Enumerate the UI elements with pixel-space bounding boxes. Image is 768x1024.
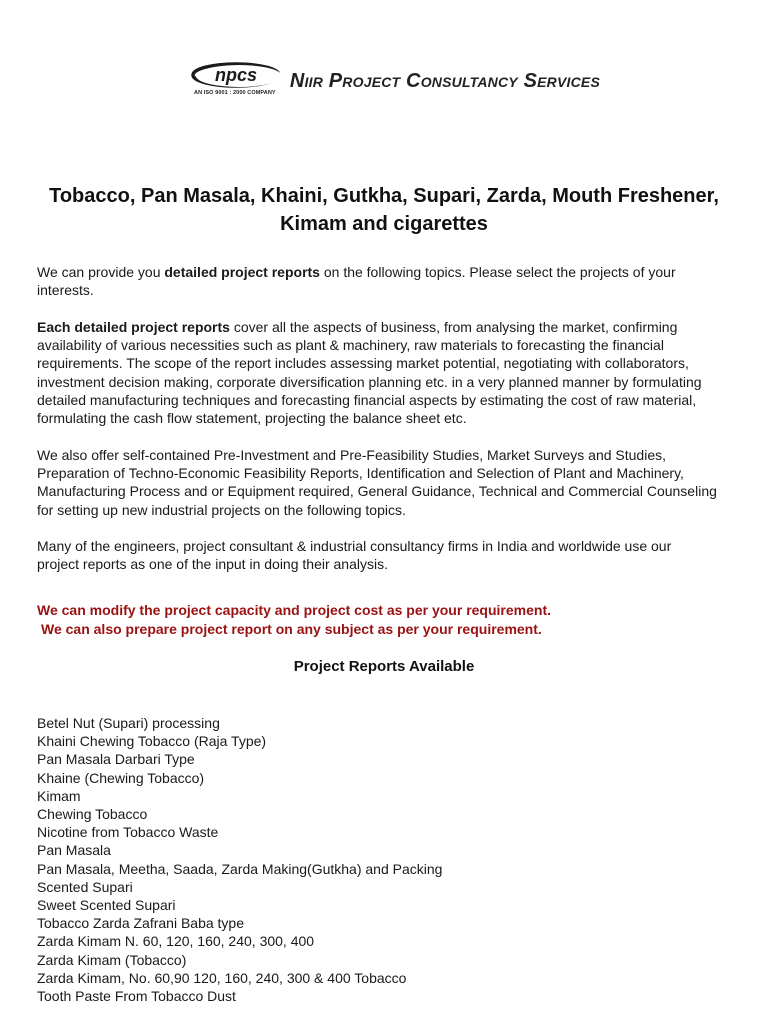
- npcs-logo: [190, 60, 280, 104]
- scope-paragraph: [37, 318, 717, 427]
- intro-text-bold: detailed project reports: [164, 264, 320, 280]
- list-item[interactable]: Sweet Scented Supari: [37, 897, 176, 914]
- list-item[interactable]: Kimam: [37, 787, 81, 804]
- list-item[interactable]: Scented Supari: [37, 878, 133, 895]
- list-item[interactable]: Pan Masala, Meetha, Saada, Zarda Making(Gutkha) and Packing: [37, 860, 443, 877]
- intro-text-after: on the following topics. Please select the projects of your interests.: [37, 264, 676, 299]
- logo-tagline: AN ISO 9001 : 2000 COMPANY: [194, 90, 276, 96]
- document-title: Tobacco, Pan Masala, Khaini, Gutkha, Supari, Zarda, Mouth Freshener, Kimam and cigarettes: [49, 185, 719, 235]
- scope-text-after: cover all the aspects of business, from analysing the market, confirming availability of various necessities such as plant & machinery, raw materials to forecasting the financial requirements. The scope of the report includes assessing market potential, negotiating with collaborators, investment decision making, corporate diversification planning etc. in a very planned manner by formulating detailed manufacturing techniques and forecasting financial aspects by estimating the cost of raw material, formulating the cash flow statement, projecting the balance sheet etc.: [37, 319, 702, 427]
- list-item[interactable]: Pan Masala: [37, 842, 111, 859]
- offer-paragraph: We also offer self-contained Pre-Investment and Pre-Feasibility Studies, Market Surveys and Studies, Preparation of Techno-Economic Feasibility Reports, Identification and Selection of Plant and Machinery, Manufacturing Process and or Equipment required, General Guidance, Technical and Commercial Counseling for setting up new industrial projects on the following topics.: [37, 447, 717, 518]
- list-item[interactable]: Pan Masala Darbari Type: [37, 751, 195, 768]
- list-item[interactable]: Betel Nut (Supari) processing: [37, 715, 220, 731]
- company-name: Niir Project Consultancy Services: [289, 69, 600, 92]
- usage-paragraph: Many of the engineers, project consultant & industrial consultancy firms in India and worldwide use our project reports as one of the input in doing their analysis.: [37, 538, 672, 573]
- scope-text-bold: Each detailed project reports: [37, 319, 230, 335]
- list-item[interactable]: Khaini Chewing Tobacco (Raja Type): [37, 733, 267, 750]
- list-item[interactable]: Zarda Kimam, No. 60,90 120, 160, 240, 300 & 400 Tobacco: [37, 969, 407, 986]
- logo-text: npcs: [214, 65, 258, 85]
- list-item[interactable]: Tobacco Zarda Zafrani Baba type: [37, 915, 245, 932]
- list-item[interactable]: Khaine (Chewing Tobacco): [37, 769, 205, 786]
- notice-line-capacity: We can modify the project capacity and project cost as per your requirement.: [37, 602, 551, 618]
- list-item[interactable]: Chewing Tobacco: [37, 806, 148, 823]
- intro-text-before: We can provide you: [37, 264, 165, 280]
- logo-swoosh-icon: [190, 60, 286, 90]
- list-item[interactable]: Zarda Kimam N. 60, 120, 160, 240, 300, 400: [37, 933, 315, 950]
- list-item[interactable]: Zarda Kimam (Tobacco): [37, 951, 187, 968]
- list-item[interactable]: Nicotine from Tobacco Waste: [37, 824, 219, 841]
- list-item[interactable]: Tooth Paste From Tobacco Dust: [37, 988, 236, 1005]
- report-list: [37, 714, 442, 1005]
- company-header: [190, 60, 600, 104]
- notice-line-custom-report: We can also prepare project report on any subject as per your requirement.: [41, 621, 542, 637]
- intro-paragraph: [37, 263, 717, 299]
- section-title: Project Reports Available: [293, 658, 475, 675]
